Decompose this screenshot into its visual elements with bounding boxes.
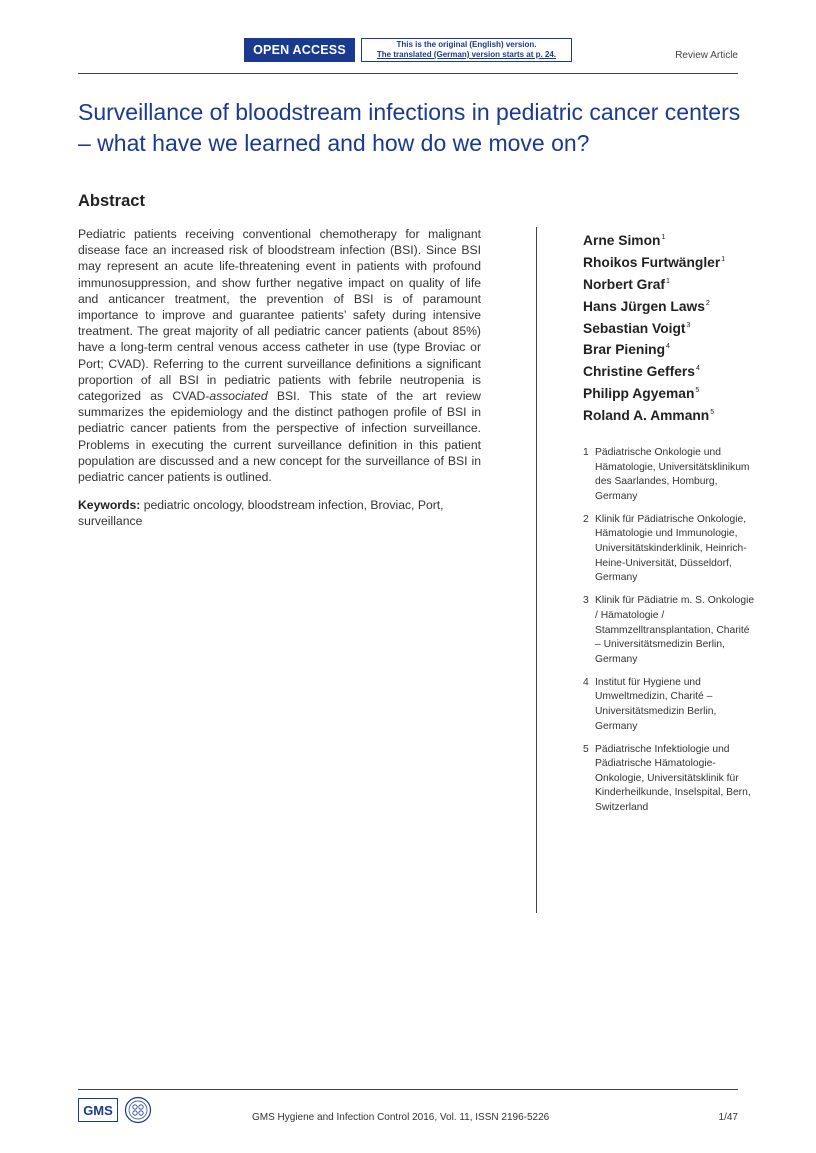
author: [583, 336, 753, 358]
author-list: [583, 227, 753, 424]
author-name: Rhoikos Furtwängler: [583, 254, 721, 270]
version-notice: [361, 38, 572, 62]
affiliation: [583, 743, 758, 816]
author-name: Hans Jürgen Laws: [583, 298, 705, 314]
page-number: 1/47: [718, 1112, 738, 1123]
author: [583, 380, 753, 402]
author-name: Roland A. Ammann: [583, 408, 710, 424]
affiliation-list: [583, 446, 758, 824]
abstract-text-italic: associated: [209, 389, 268, 404]
article-title: Surveillance of bloodstream infections in pediatric cancer centers – what have we learned and how do we move on?: [78, 99, 741, 156]
footer-divider: [78, 1089, 738, 1090]
author: [583, 249, 753, 271]
author-name: Sebastian Voigt: [583, 320, 686, 336]
affiliation-number: 5: [583, 743, 589, 755]
version-notice-line1: This is the original (English) version.: [396, 40, 537, 49]
header-divider: [78, 73, 738, 74]
open-access-badge: OPEN ACCESS: [244, 38, 355, 62]
author-affiliation-ref: 4: [666, 343, 670, 351]
keywords-list: pediatric oncology, bloodstream infection, Broviac, Port, surveillance: [78, 498, 444, 529]
keywords: [78, 497, 481, 529]
journal-citation: GMS Hygiene and Infection Control 2016, Vol. 11, ISSN 2196-5226: [252, 1112, 550, 1123]
author-affiliation-ref: 5: [710, 409, 715, 417]
column-divider: [536, 227, 537, 913]
affiliation-number: 3: [583, 595, 589, 607]
author-affiliation-ref: 3: [686, 321, 691, 329]
author: [583, 271, 753, 293]
abstract-heading: Abstract: [78, 192, 145, 210]
abstract-body: [78, 226, 481, 485]
affiliation: [583, 446, 758, 504]
affiliation: [583, 676, 758, 734]
author: [583, 315, 753, 337]
author-name: Brar Piening: [583, 342, 666, 358]
author-affiliation-ref: 4: [695, 365, 700, 373]
author-affiliation-ref: 1: [721, 255, 726, 263]
author-name: Norbert Graf: [583, 276, 666, 292]
article-type: Review Article: [675, 50, 738, 61]
author: [583, 227, 753, 249]
affiliation: [583, 594, 758, 667]
affiliation-text: Pädiatrische Onkologie und Hämatologie, Universitätsklinikum des Saarlandes, Homburg, Germany: [595, 447, 750, 502]
keywords-label: Keywords:: [78, 498, 141, 512]
affiliation-number: 1: [583, 447, 589, 458]
author: [583, 358, 753, 380]
author-affiliation-ref: 1: [661, 234, 666, 241]
author-affiliation-ref: 2: [705, 299, 710, 307]
affiliation-number: 4: [583, 676, 589, 688]
affiliation-number: 2: [583, 513, 589, 525]
dgkh-logo-icon: [124, 1096, 152, 1124]
gms-logo: GMS: [78, 1098, 118, 1122]
author-name: Christine Geffers: [583, 364, 695, 380]
author: [583, 402, 753, 424]
version-notice-link[interactable]: The translated (German) version starts at p. 24.: [376, 50, 557, 59]
author: [583, 293, 753, 315]
abstract-text-part2: BSI. This state of the art review summarizes the epidemiology and the distinct pathogen profile of BSI in pediatric cancer patients from the perspective of infection surveillance. Problems in executing the current surveillance definition in this patient population are discussed and a new concept for the surveillance of BSI in pediatric cancer patients is outlined.: [78, 389, 481, 485]
affiliation: [583, 513, 758, 586]
affiliation-text: Pädiatrische Infektiologie und Pädiatrische Hämatologie-Onkologie, Universitätsklinik für Kinderheilkunde, Inselspital, Bern, Switzerland: [595, 743, 751, 814]
author-affiliation-ref: 1: [666, 277, 670, 285]
affiliation-text: Institut für Hygiene und Umweltmedizin, Charité – Universitätsmedizin Berlin, Germany: [595, 676, 717, 732]
affiliation-text: Klinik für Pädiatrie m. S. Onkologie / Hämatologie / Stammzelltransplantation, Charité – Universitätsmedizin Berlin, Germany: [595, 595, 755, 665]
author-affiliation-ref: 5: [695, 387, 700, 395]
affiliation-text: Klinik für Pädiatrische Onkologie, Hämatologie und Immunologie, Universitätskinderklinik, Heinrich-Heine-Universität, Düsseldorf, Germany: [595, 513, 747, 584]
author-name: Arne Simon: [583, 233, 661, 248]
abstract-text-part1: Pediatric patients receiving conventional chemotherapy for malignant disease face an increased risk of bloodstream infection (BSI). Since BSI may represent an acute life-threatening event in patients with profound immunosuppression, and show further negative impact on quality of life and anticancer treatment, the prevention of BSI is of paramount importance to improve and guarantee patients’ safety during intensive treatment. The great majority of all pediatric cancer patients (about 85%) have a long-term central venous access catheter in use (type Broviac or Port; CVAD). Referring to the current surveillance definitions a significant proportion of all BSI in pediatric patients with febrile neutropenia is categorized as CVAD-: [78, 227, 481, 404]
author-name: Philipp Agyeman: [583, 386, 695, 402]
